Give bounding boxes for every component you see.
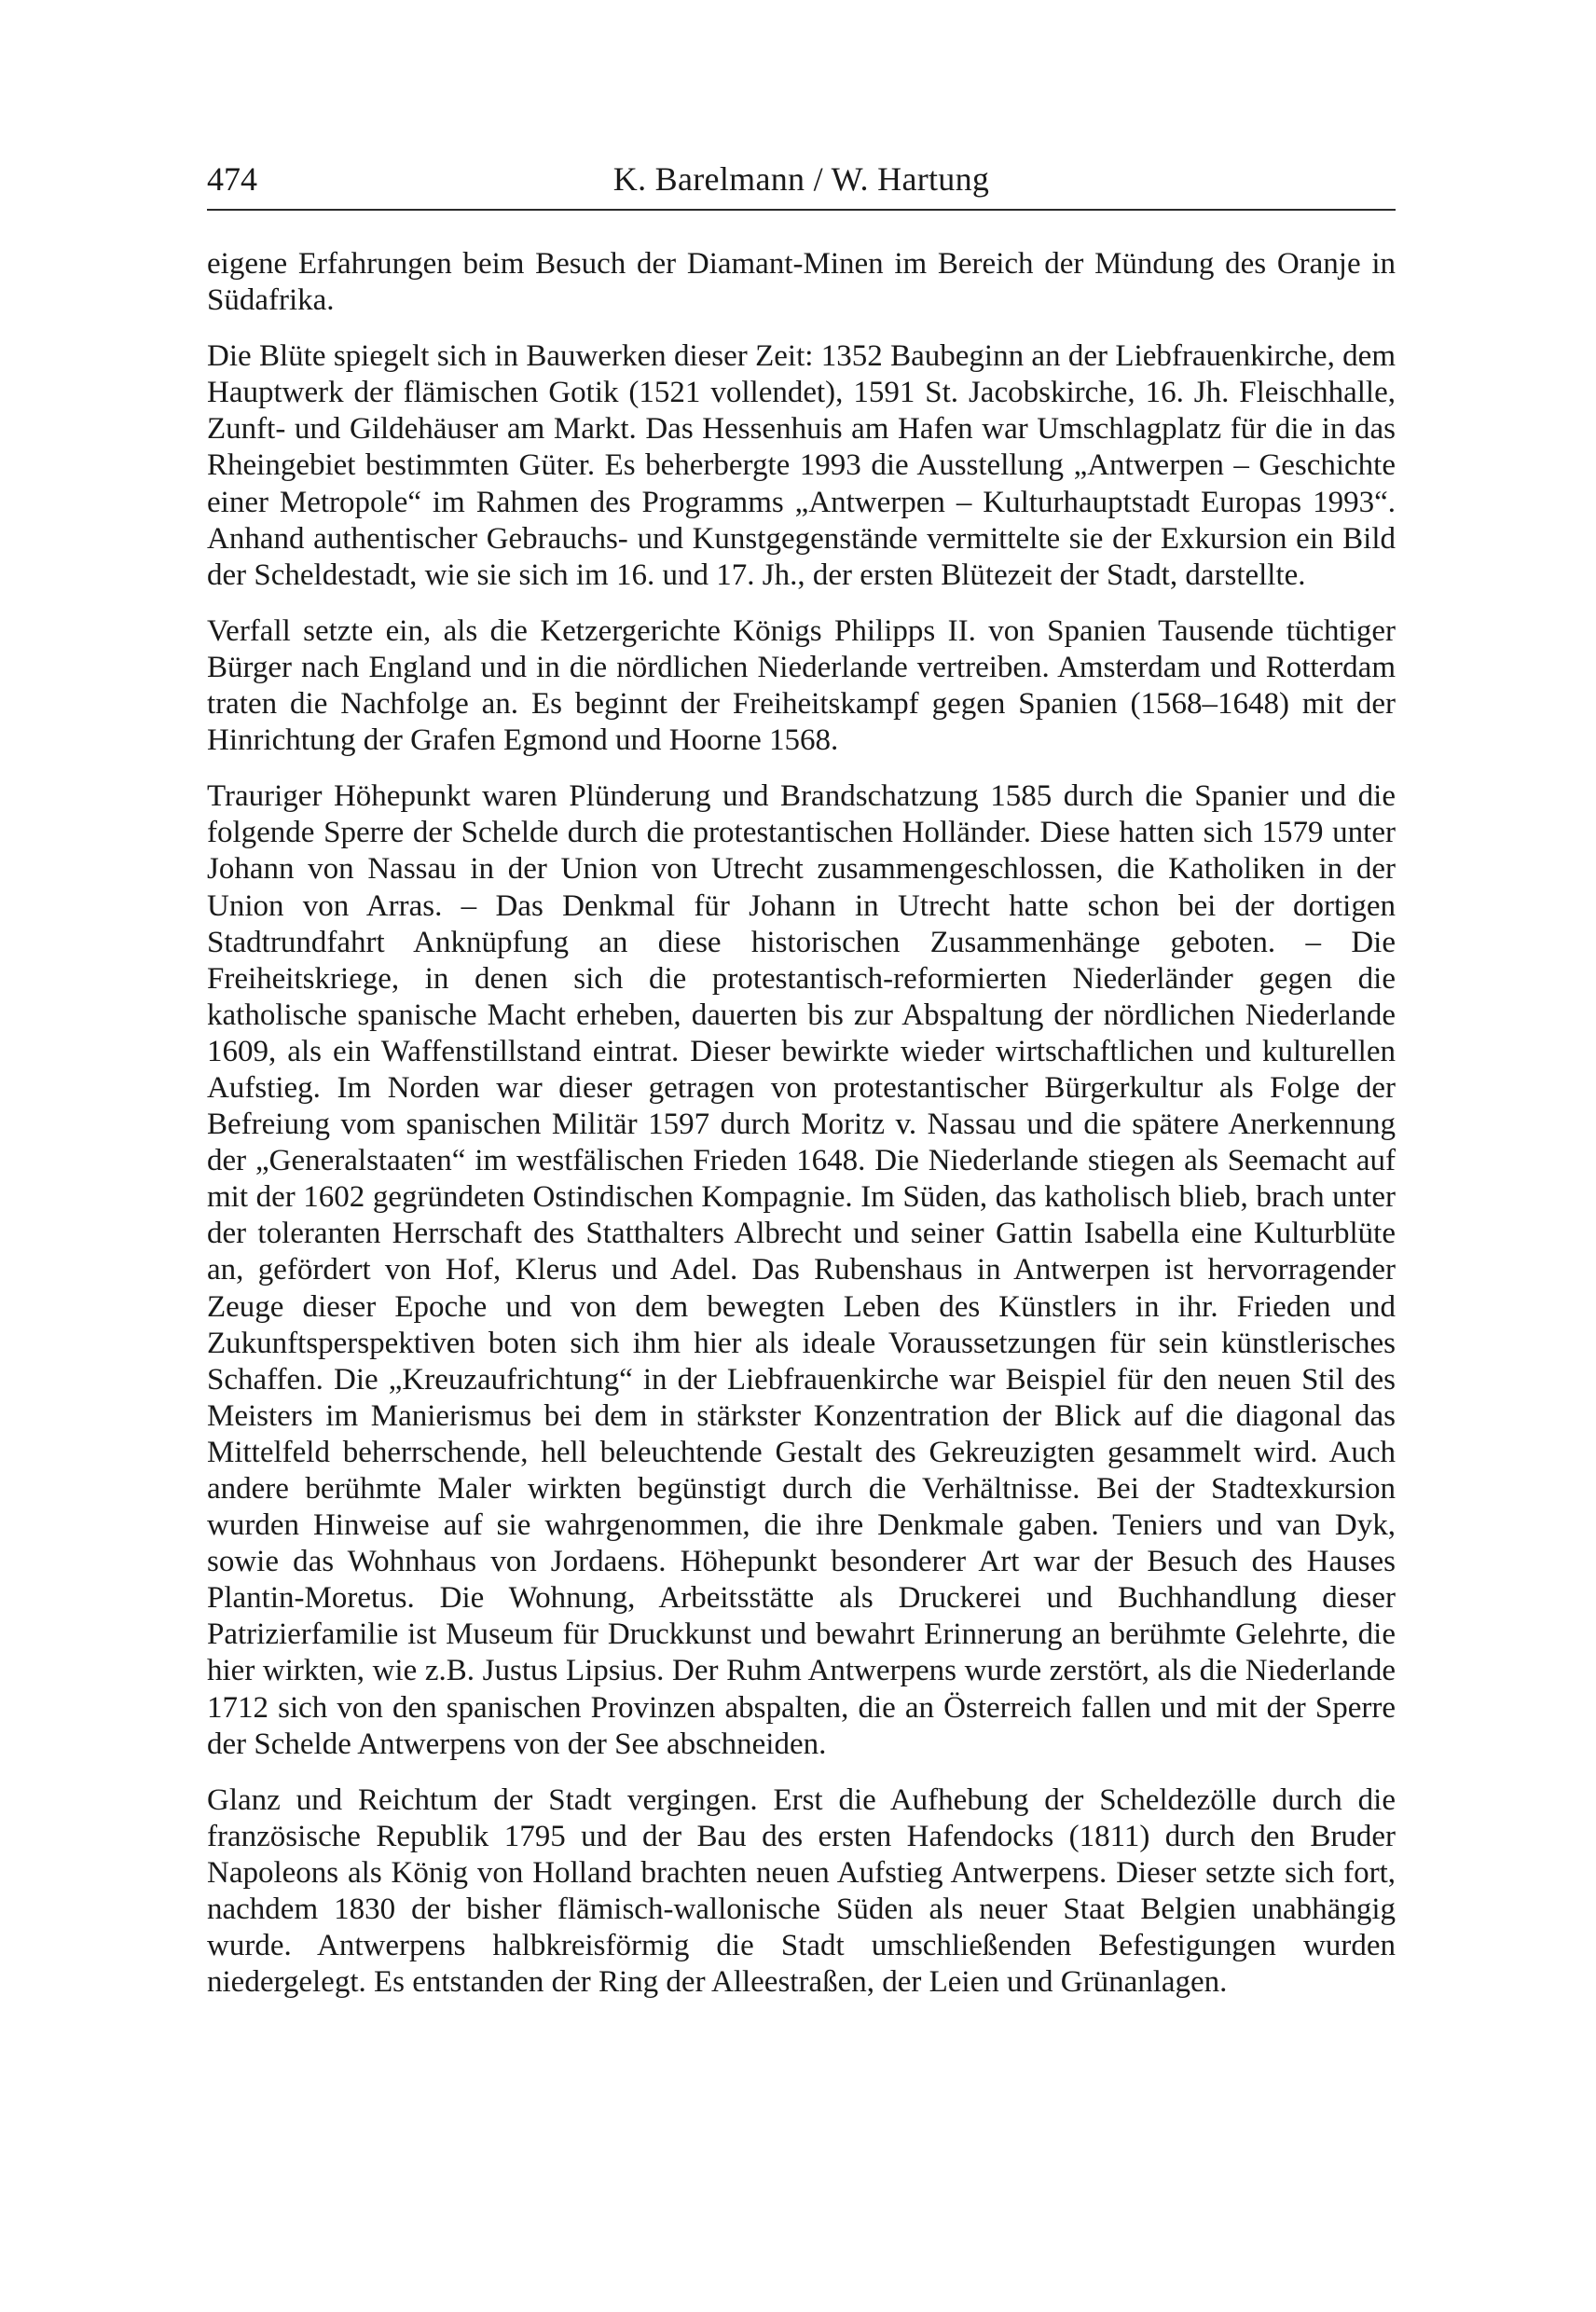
running-head-authors: K. Barelmann / W. Hartung [612, 160, 990, 198]
paragraph-verfall: Verfall setzte ein, als die Ketzergerichte Königs Philipps II. von Spanien Tausende tüchtiger Bürger nach England und in die nördlichen Niederlande vertreiben. Amsterdam und Rotterdam traten die Nachfolge an. Es beginnt der Freiheitskampf gegen Spanien (1568–1648) mit der Hinrichtung der Grafen Egmond und Hoorne 1568. [207, 613, 1396, 758]
paragraph-hoehepunkt-pluenderung: Trauriger Höhepunkt waren Plünderung und Brandschatzung 1585 durch die Spanier und die folgende Sperre der Schelde durch die protestantischen Holländer. Diese hatten sich 1579 unter Johann von Nassau in der Union von Utrecht zusammengeschlossen, die Katholiken in der Union von Arras. – Das Denkmal für Johann in Utrecht hatte schon bei der dortigen Stadtrundfahrt Anknüpfung an diese historischen Zusammenhänge geboten. – Die Freiheitskriege, in denen sich die protestantisch-reformierten Niederländer gegen die katholische spanische Macht erheben, dauerten bis zur Abspaltung der nördlichen Niederlande 1609, als ein Waffenstillstand eintrat. Dieser bewirkte wieder wirtschaftlichen und kulturellen Aufstieg. Im Norden war dieser getragen von protestantischer Bürgerkultur als Folge der Befreiung vom spanischen Militär 1597 durch Moritz v. Nassau und die spätere Anerkennung der „Generalstaaten“ im westfälischen Frieden 1648. Die Niederlande stiegen als Seemacht auf mit der 1602 gegründeten Ostindischen Kompagnie. Im Süden, das katholisch blieb, brach unter der toleranten Herrschaft des Statthalters Albrecht und seiner Gattin Isabella eine Kulturblüte an, gefördert von Hof, Klerus und Adel. Das Rubenshaus in Antwerpen ist hervorragender Zeuge dieser Epoche und von dem bewegten Leben des Künstlers in ihr. Frieden und Zukunftsperspektiven boten sich ihm hier als ideale Voraussetzungen für sein künstlerisches Schaffen. Die „Kreuzaufrichtung“ in der Liebfrauenkirche war Beispiel für den neuen Stil des Meisters im Manierismus bei dem in stärkster Konzentration der Blick auf die diagonal das Mittelfeld beherrschende, hell beleuchtende Gestalt des Gekreuzigten gesammelt wird. Auch andere berühmte Maler wirkten begünstigt durch die Verhältnisse. Bei der Stadtexkursion wurden Hinweise auf sie wahrgenommen, die ihre Denkmale gaben. Teniers und van Dyk, sowie das Wohnhaus von Jordaens. Höhepunkt besonderer Art war der Besuch des Hauses Plantin-Moretus. Die Wohnung, Arbeitsstätte als Druckerei und Buchhandlung dieser Patrizierfamilie ist Museum für Druckkunst und bewahrt Erinnerung an berühmte Gelehrte, die hier wirkten, wie z.B. Justus Lipsius. Der Ruhm Antwerpens wurde zerstört, als die Niederlande 1712 sich von den spanischen Provinzen abspalten, die an Österreich fallen und mit der Sperre der Schelde Antwerpens von der See abschneiden. [207, 779, 1396, 1761]
running-head [207, 157, 1396, 201]
paragraph-diamond-mines: eigene Erfahrungen beim Besuch der Diamant-Minen im Bereich der Mündung des Oranje in Südafrika. [207, 247, 1396, 318]
header-rule [207, 209, 1396, 211]
paragraph-glanz-reichtum: Glanz und Reichtum der Stadt vergingen. Erst die Aufhebung der Scheldezölle durch die französische Republik 1795 und der Bau des ersten Hafendocks (1811) durch den Bruder Napoleons als König von Holland brachten neuen Aufstieg Antwerpens. Dieser setzte sich fort, nachdem 1830 der bisher flämisch-wallonische Süden als neuer Staat Belgien unabhängig wurde. Antwerpens halbkreisförmig die Stadt umschließenden Befestigungen wurden niedergelegt. Es entstanden der Ring der Alleestraßen, der Leien und Grünanlagen. [207, 1782, 1396, 2000]
book-page [207, 0, 1396, 2312]
paragraph-bluete-bauwerke: Die Blüte spiegelt sich in Bauwerken dieser Zeit: 1352 Baubeginn an der Liebfrauenkirche, dem Hauptwerk der flämischen Gotik (1521 vollendet), 1591 St. Jacobskirche, 16. Jh. Fleischhalle, Zunft- und Gildehäuser am Markt. Das Hessenhuis am Hafen war Umschlagplatz für die in das Rheingebiet bestimmten Güter. Es beherbergte 1993 die Ausstellung „Antwerpen – Geschichte einer Metropole“ im Rahmen des Programms „Antwerpen – Kulturhauptstadt Europas 1993“. Anhand authentischer Gebrauchs- und Kunstgegenstände vermittelte sie der Exkursion ein Bild der Scheldestadt, wie sie sich im 16. und 17. Jh., der ersten Blütezeit der Stadt, darstellte. [207, 339, 1396, 592]
page-number: 474 [207, 160, 257, 198]
body-text [207, 246, 1396, 2001]
